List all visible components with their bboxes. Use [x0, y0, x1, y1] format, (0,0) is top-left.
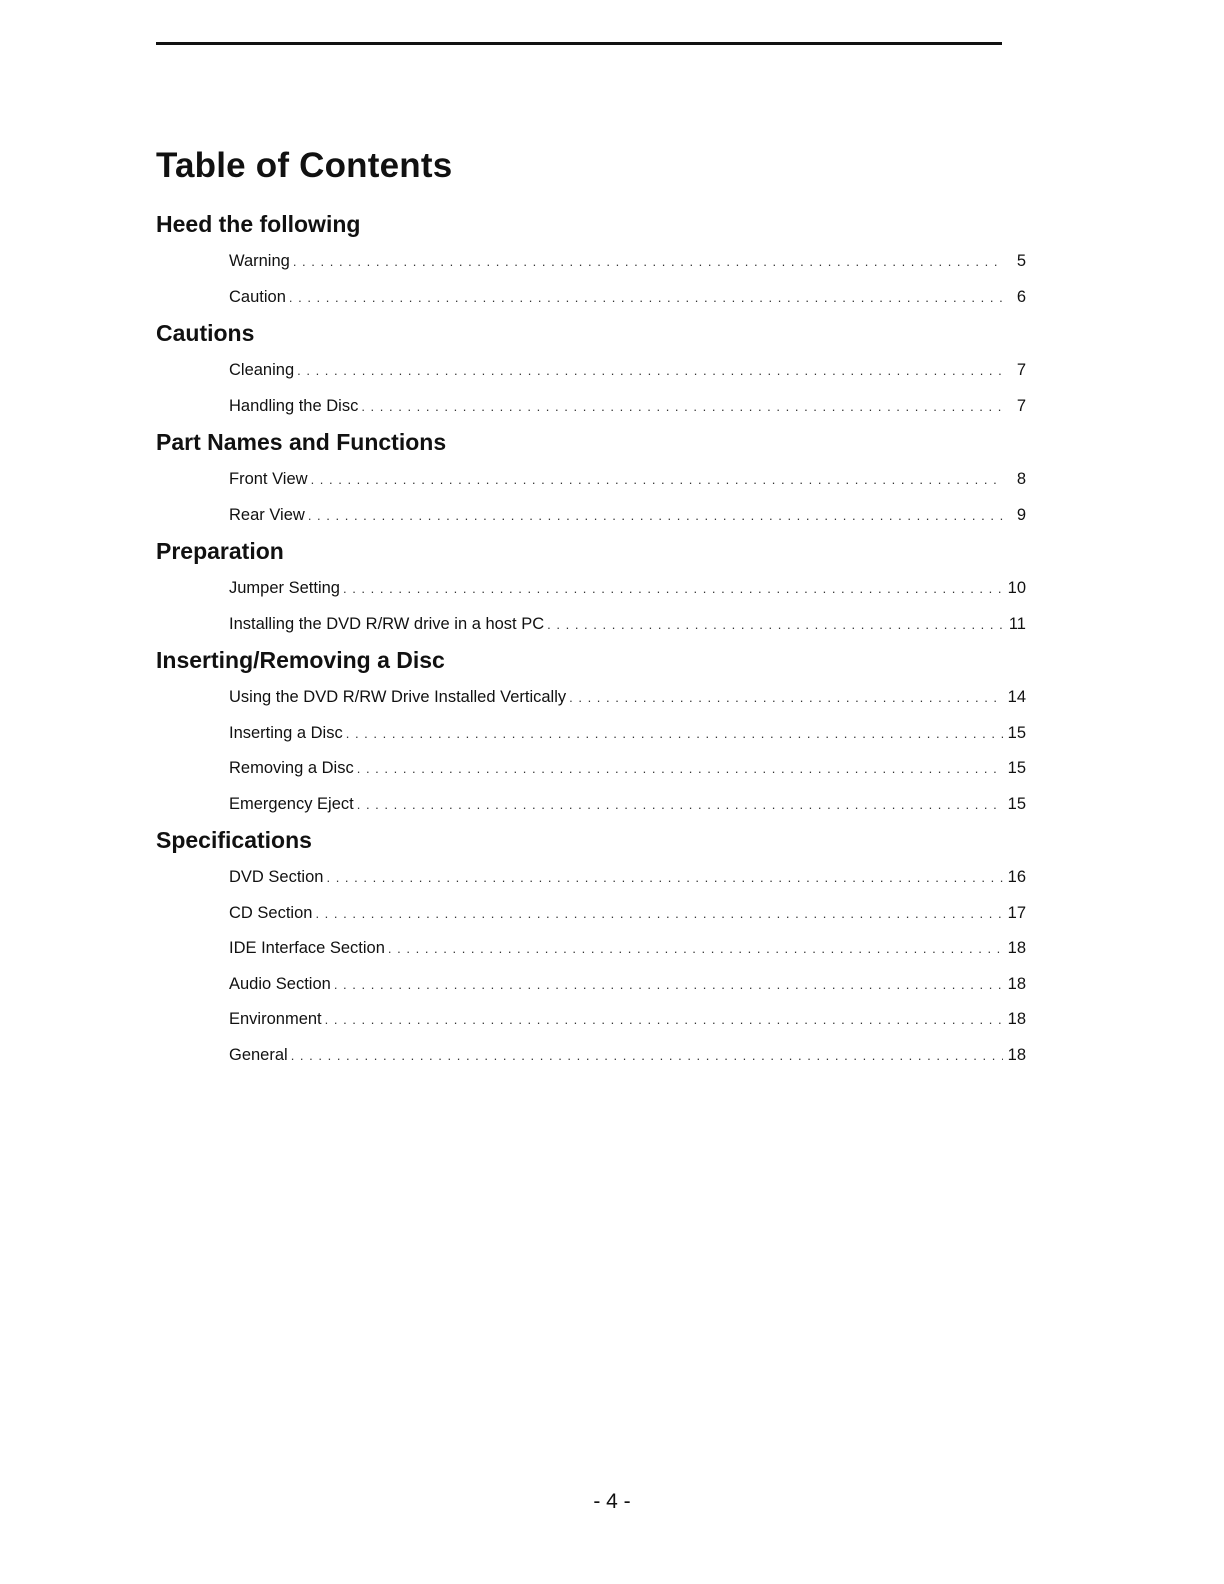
entry-label: IDE Interface Section: [229, 939, 385, 957]
entry-page: 6: [1016, 287, 1026, 306]
entry-label: CD Section: [229, 903, 313, 922]
entry-label: Handling the Disc: [229, 396, 359, 415]
entry-label: Environment: [229, 1010, 322, 1028]
entry-label: Installing the DVD R/RW drive in a host PC: [229, 614, 545, 633]
toc-entry-vertical-install[interactable]: [156, 680, 1026, 716]
entry-page: 18: [1007, 1045, 1026, 1064]
dot-leader: [289, 280, 1003, 316]
entry-page: 10: [1007, 579, 1026, 597]
dot-leader: [291, 1038, 1003, 1074]
toc-entry-environment[interactable]: [156, 1002, 1026, 1038]
toc-entry-audio-section[interactable]: [156, 967, 1026, 1003]
dot-leader: [326, 860, 1003, 896]
toc-entry-cd-section[interactable]: [156, 896, 1026, 932]
entry-label: Warning: [229, 252, 290, 270]
page-number: - 4 -: [593, 1490, 631, 1513]
table-of-contents: [156, 206, 1026, 1073]
dot-leader: [315, 896, 1003, 932]
toc-entry-jumper-setting[interactable]: [156, 571, 1026, 607]
entry-page: 7: [1016, 396, 1026, 415]
entry-page: 18: [1007, 939, 1026, 957]
section-title: Preparation: [156, 538, 284, 564]
toc-section-inserting-removing: [156, 642, 1026, 822]
entry-label: Emergency Eject: [229, 794, 354, 813]
entry-page: 15: [1007, 759, 1026, 777]
entry-label: DVD Section: [229, 868, 324, 886]
header-rule: [156, 42, 1002, 45]
entry-page: 18: [1007, 1010, 1026, 1028]
dot-leader: [297, 353, 1003, 389]
dot-leader: [334, 967, 1003, 1003]
entry-page: 8: [1016, 470, 1026, 488]
toc-entry-front-view[interactable]: [156, 462, 1026, 498]
toc-section-heed: [156, 206, 1026, 315]
toc-entry-caution[interactable]: [156, 280, 1026, 316]
entry-label: General: [229, 1045, 288, 1064]
dot-leader: [361, 389, 1003, 425]
section-title: Inserting/Removing a Disc: [156, 647, 445, 673]
entry-page: 5: [1016, 252, 1026, 270]
entry-label: Cleaning: [229, 361, 295, 379]
entry-label: Caution: [229, 287, 286, 306]
toc-entry-general[interactable]: [156, 1038, 1026, 1074]
entry-label: Jumper Setting: [229, 579, 340, 597]
entry-page: 14: [1007, 688, 1026, 706]
dot-leader: [357, 787, 1003, 823]
toc-entry-rear-view[interactable]: [156, 498, 1026, 534]
toc-entry-handling-disc[interactable]: [156, 389, 1026, 425]
entry-label: Removing a Disc: [229, 759, 354, 777]
toc-section-part-names: [156, 424, 1026, 533]
toc-entry-inserting-disc[interactable]: [156, 716, 1026, 752]
dot-leader: [569, 680, 1003, 716]
entry-page: 9: [1016, 505, 1026, 524]
entry-label: Audio Section: [229, 974, 331, 993]
toc-section-cautions: [156, 315, 1026, 424]
toc-entry-emergency-eject[interactable]: [156, 787, 1026, 823]
section-title: Specifications: [156, 827, 312, 853]
entry-page: 17: [1007, 903, 1026, 922]
dot-leader: [293, 244, 1003, 280]
toc-entry-ide-interface[interactable]: [156, 931, 1026, 967]
section-title: Heed the following: [156, 211, 361, 237]
entry-label: Using the DVD R/RW Drive Installed Vertically: [229, 688, 567, 706]
dot-leader: [357, 751, 1003, 787]
entry-page: 7: [1016, 361, 1026, 379]
entry-label: Front View: [229, 470, 308, 488]
dot-leader: [547, 607, 1003, 643]
entry-page: 15: [1007, 723, 1026, 742]
dot-leader: [388, 931, 1003, 967]
toc-entry-dvd-section[interactable]: [156, 860, 1026, 896]
dot-leader: [346, 716, 1003, 752]
entry-label: Inserting a Disc: [229, 723, 343, 742]
dot-leader: [343, 571, 1003, 607]
page-title: Table of Contents: [156, 146, 453, 185]
toc-entry-warning[interactable]: [156, 244, 1026, 280]
toc-section-preparation: [156, 533, 1026, 642]
section-title: Part Names and Functions: [156, 429, 447, 455]
section-title: Cautions: [156, 320, 255, 346]
entry-page: 16: [1007, 868, 1026, 886]
dot-leader: [311, 462, 1003, 498]
dot-leader: [308, 498, 1003, 534]
dot-leader: [325, 1002, 1003, 1038]
entry-page: 11: [1008, 614, 1026, 633]
toc-entry-installing-drive[interactable]: [156, 607, 1026, 643]
entry-page: 15: [1007, 794, 1026, 813]
toc-section-specifications: [156, 822, 1026, 1073]
entry-label: Rear View: [229, 505, 305, 524]
toc-entry-cleaning[interactable]: [156, 353, 1026, 389]
entry-page: 18: [1007, 974, 1026, 993]
toc-entry-removing-disc[interactable]: [156, 751, 1026, 787]
